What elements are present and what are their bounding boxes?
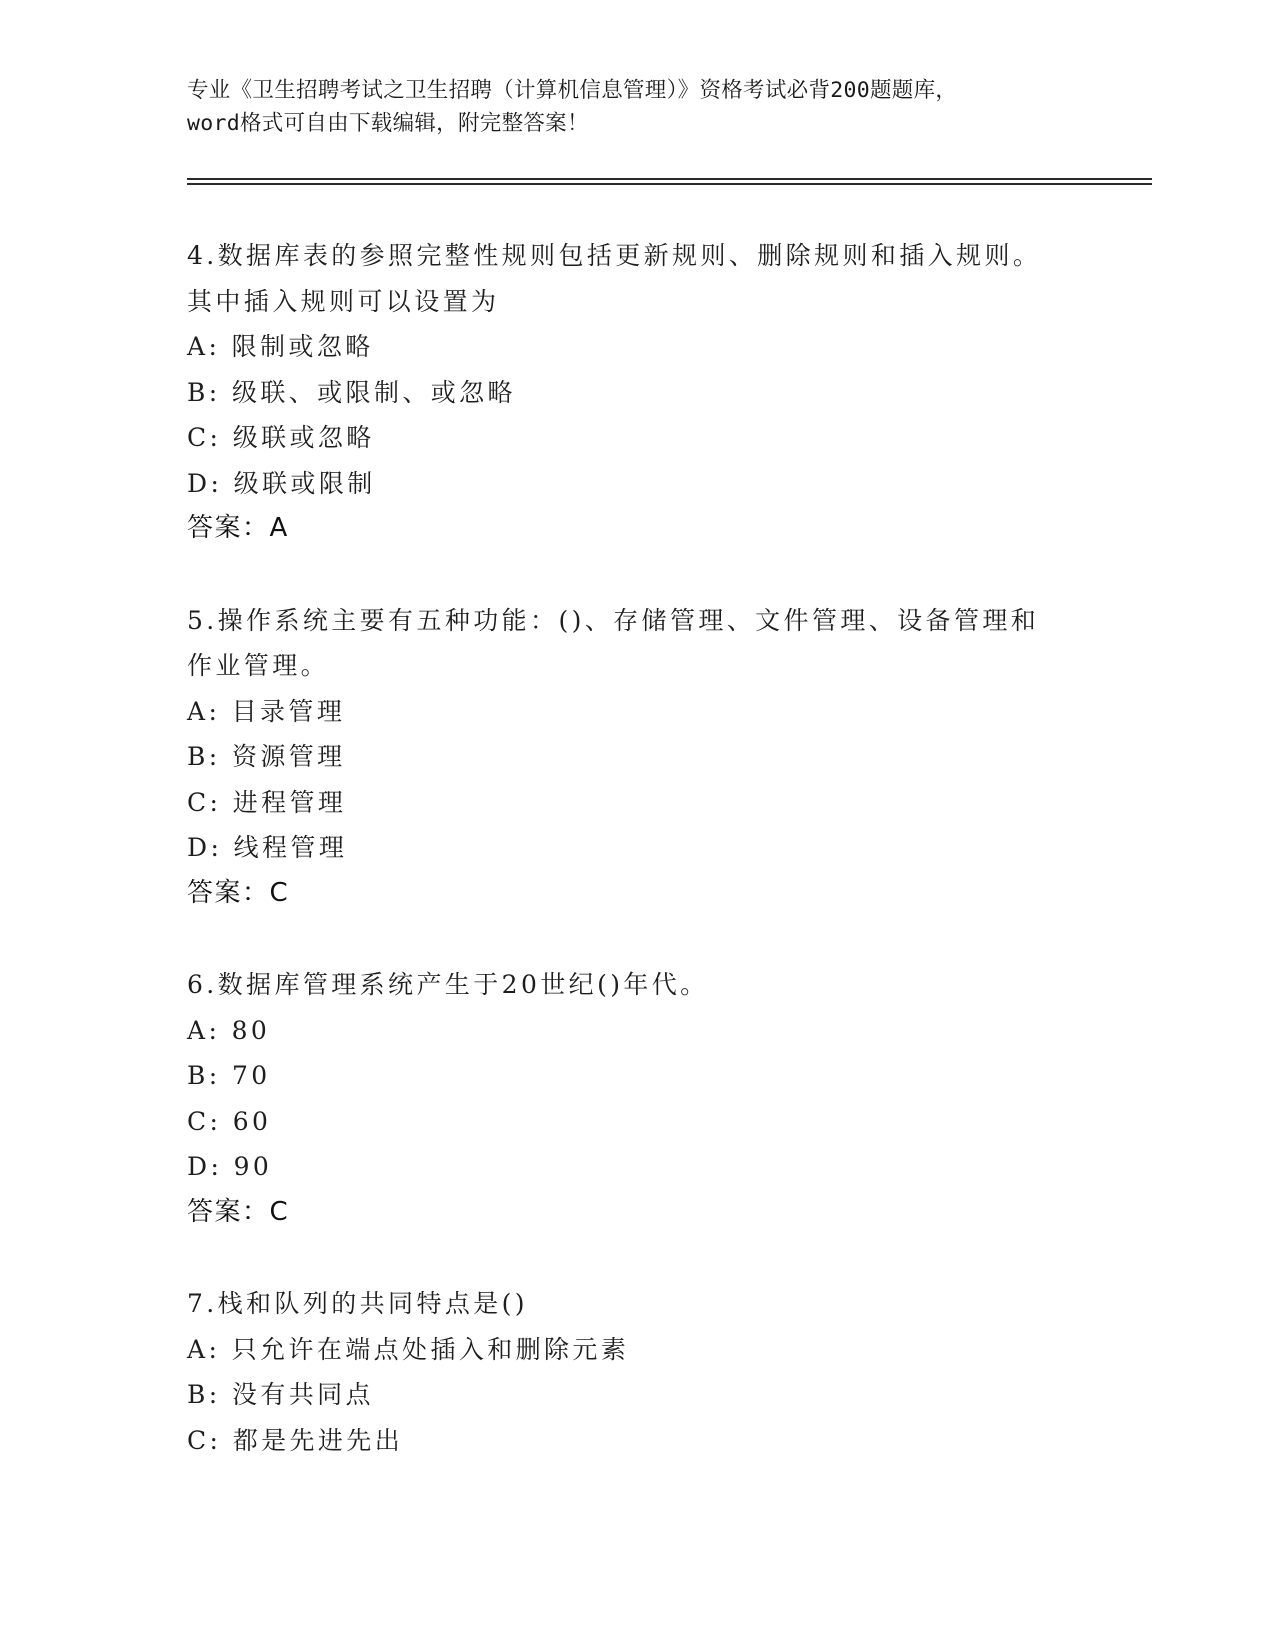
option-b: B: 资源管理 [187, 742, 346, 771]
question-text: 5.操作系统主要有五种功能：()、存储管理、文件管理、设备管理和 [187, 605, 1040, 635]
option-c: C: 级联或忽略 [187, 423, 375, 452]
answer-label: 答案：C [187, 1196, 290, 1227]
option-b: B: 级联、或限制、或忽略 [187, 377, 516, 407]
question-list [187, 233, 1147, 1509]
option-c: C: 都是先进先出 [187, 1425, 404, 1455]
option-a: A: 80 [187, 1015, 271, 1045]
question-4 [187, 233, 1147, 552]
answer-label: 答案：A [187, 513, 289, 543]
question-6 [187, 962, 1147, 1235]
option-d: D: 级联或限制 [187, 468, 376, 498]
question-5 [187, 598, 1147, 917]
option-a: A: 目录管理 [187, 696, 346, 726]
option-d: D: 线程管理 [187, 833, 348, 862]
option-d: D: 90 [187, 1152, 273, 1181]
question-text: 其中插入规则可以设置为 [187, 286, 500, 316]
question-text: 4.数据库表的参照完整性规则包括更新规则、删除规则和插入规则。 [187, 241, 1042, 270]
header-line-2: word格式可自由下载编辑，附完整答案！ [187, 111, 589, 136]
option-a: A: 只允许在端点处插入和删除元素 [187, 1334, 630, 1364]
header-divider-bottom [187, 183, 1152, 185]
document-header [187, 74, 1087, 140]
option-b: B: 没有共同点 [187, 1380, 374, 1409]
option-c: C: 60 [187, 1106, 272, 1136]
option-a: A: 限制或忽略 [187, 332, 374, 361]
question-text: 作业管理。 [187, 651, 330, 680]
question-text: 7.栈和队列的共同特点是() [187, 1289, 528, 1318]
option-b: B: 70 [187, 1061, 271, 1090]
answer-label: 答案：C [187, 877, 290, 908]
question-text: 6.数据库管理系统产生于20世纪()年代。 [187, 970, 709, 999]
question-7 [187, 1281, 1147, 1463]
header-line-1: 专业《卫生招聘考试之卫生招聘（计算机信息管理）》资格考试必背200题题库， [187, 78, 958, 103]
header-divider-top [187, 178, 1152, 180]
option-c: C: 进程管理 [187, 787, 347, 817]
